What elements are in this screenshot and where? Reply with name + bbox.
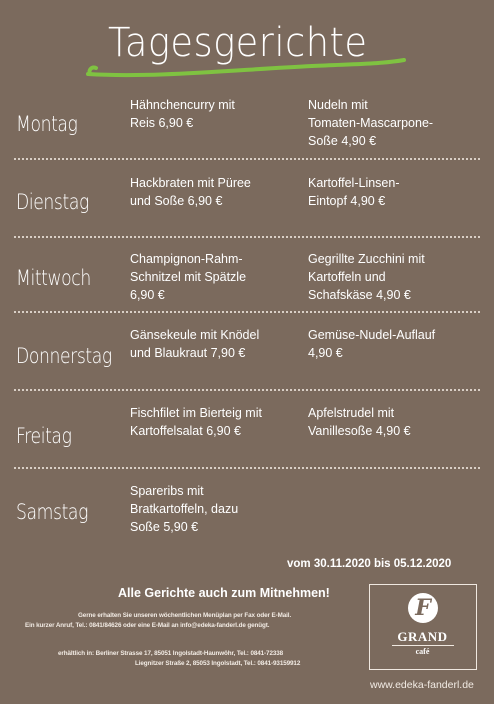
dotted-divider [14,467,480,469]
dotted-divider [14,236,480,238]
dish-main: Champignon-Rahm- Schnitzel mit Spätzle 6,90 € [130,252,247,302]
dish-main: Fischfilet im Bierteig mit Kartoffelsalat 6,90 € [130,406,262,438]
day-name: Mittwoch [16,266,91,290]
dish-alt: Nudeln mit Tomaten-Mascarpone- Soße 4,90 € [308,98,434,148]
dotted-divider [14,158,480,160]
dotted-divider [14,389,480,391]
date-range: vom 30.11.2020 bis 05.12.2020 [287,558,452,570]
info-text: Ein kurzer Anruf, Tel.: 0841/84626 oder eine E-Mail an info@edeka-fanderl.de genügt. [25,622,270,629]
dotted-divider [14,311,480,313]
dish-alt: Kartoffel-Linsen- Eintopf 4,90 € [308,176,400,208]
day-name: Freitag [16,424,72,448]
day-name: Samstag [16,500,89,524]
dish-main: Hackbraten mit Püree und Soße 6,90 € [130,176,251,208]
website-url: www.edeka-fanderl.de [370,679,474,691]
logo-letter: F [415,595,431,621]
dish-main: Hähnchencurry mit Reis 6,90 € [130,98,235,130]
logo-divider [392,645,454,646]
green-underline-swoosh [82,56,412,82]
dish-main: Spareribs mit Bratkartoffeln, dazu Soße 5,90 € [130,484,239,534]
address-text: Liegnitzer Straße 2, 85053 Ingolstadt, Tel.: 0841-93159912 [135,660,301,667]
logo-emblem-icon [408,593,438,623]
grand-cafe-logo [369,584,477,670]
page-title: Tagesgerichte [108,20,368,66]
dish-alt: Apfelstrudel mit Vanillesoße 4,90 € [308,406,411,438]
logo-name: GRAND [397,629,448,644]
dish-main: Gänsekeule mit Knödel und Blaukraut 7,90 € [130,328,260,360]
logo-subtitle: café [415,647,430,656]
day-name: Montag [16,112,78,136]
day-name: Dienstag [16,190,89,214]
address-text: erhältlich in: Berliner Strasse 17, 85051 Ingolstadt-Haunwöhr, Tel.: 0841-72338 [58,650,284,657]
dish-alt: Gemüse-Nudel-Auflauf 4,90 € [308,328,436,360]
takeaway-notice: Alle Gerichte auch zum Mitnehmen! [118,586,330,600]
info-text: Gerne erhalten Sie unseren wöchentlichen Menüplan per Fax oder E-Mail. [78,612,292,619]
dish-alt: Gegrillte Zucchini mit Kartoffeln und Schafskäse 4,90 € [308,252,425,302]
day-name: Donnerstag [16,344,112,368]
